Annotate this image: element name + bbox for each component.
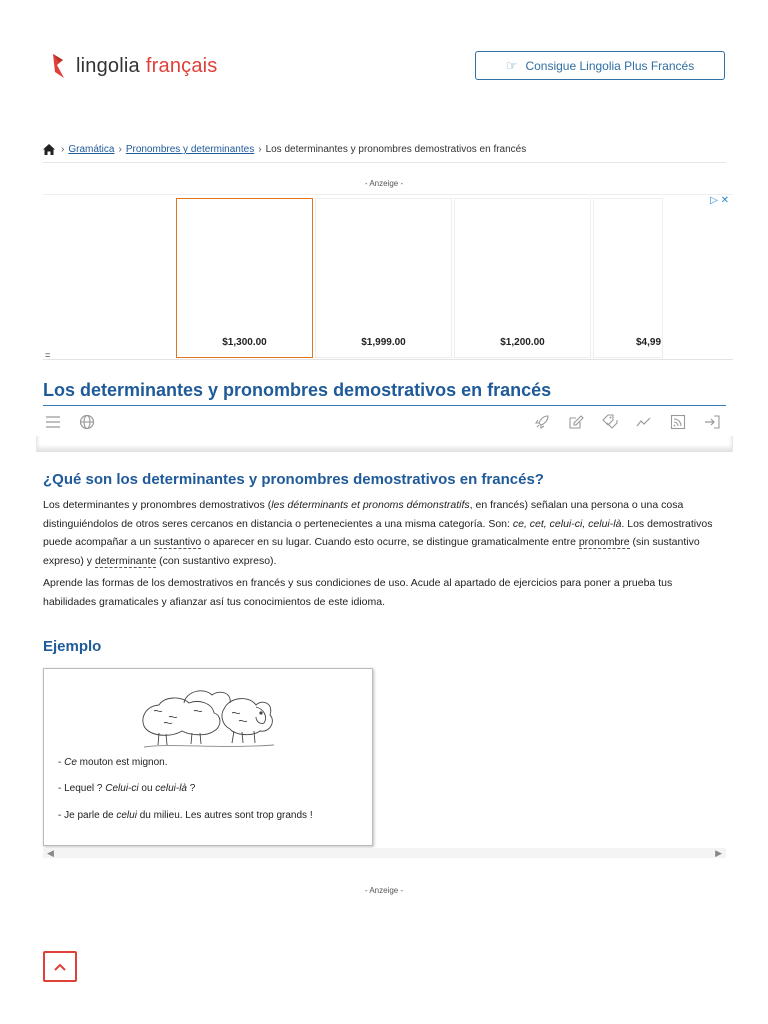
example-box — [43, 668, 373, 846]
text-run: o aparecer en su lugar. Cuando esto ocurre, se distingue gramaticalmente entre — [201, 536, 579, 548]
scroll-left-icon[interactable]: ◀ — [47, 848, 54, 858]
back-to-top-button[interactable] — [43, 951, 77, 982]
intro-term: Los determinantes y pronombres demostrativos — [43, 499, 265, 511]
globe-icon[interactable] — [79, 414, 95, 430]
ad-product[interactable] — [593, 198, 663, 358]
text-run: celui-là — [155, 783, 187, 794]
section-heading: ¿Qué son los determinantes y pronombres demostrativos en francés? — [43, 471, 544, 488]
page-toolbar — [43, 408, 726, 436]
lingolia-plus-button[interactable] — [475, 51, 725, 80]
text-run: (sin sustantivo expreso) y — [43, 536, 700, 567]
ad-price: $1,300.00 — [222, 337, 267, 348]
text-run: - Lequel ? — [58, 783, 106, 794]
text-run: Celui-ci — [105, 783, 139, 794]
ad-choices-icon[interactable]: ▷ ✕ — [710, 195, 729, 206]
text-run: ce, cet, celui-ci, celui-là — [512, 517, 622, 530]
text-run: ( — [264, 499, 272, 511]
breadcrumb-separator: › — [61, 144, 65, 155]
text-run: - Je parle de — [58, 810, 117, 821]
scroll-right-icon[interactable]: ▶ — [715, 848, 722, 858]
text-run: Ce — [64, 757, 77, 768]
glossary-link-sustantivo[interactable]: sustantivo — [153, 536, 202, 548]
hand-pointer-icon: ☞ — [505, 57, 518, 73]
logo-text: lingolia — [76, 54, 140, 77]
ad-price: $1,200.00 — [500, 337, 545, 348]
login-icon[interactable] — [704, 414, 720, 430]
example-line-1 — [58, 757, 168, 768]
ad-menu-icon[interactable]: = — [45, 350, 51, 360]
logo-language: français — [145, 54, 218, 77]
text-run: . Los demostrativos puede acompañar a un — [43, 517, 713, 548]
text-run: (con sustantivo expreso). — [156, 554, 277, 567]
chart-icon[interactable] — [636, 414, 652, 430]
breadcrumb-separator: › — [118, 144, 122, 155]
text-run: mouton est mignon. — [76, 757, 168, 768]
breadcrumb-link-pronombres[interactable]: Pronombres y determinantes — [125, 144, 255, 155]
rss-icon[interactable] — [670, 414, 686, 430]
lingolia-plus-label: Consigue Lingolia Plus Francés — [525, 58, 695, 73]
ad-label: - Anzeige - — [364, 179, 404, 188]
text-run: - — [58, 757, 65, 768]
menu-icon[interactable] — [45, 414, 61, 430]
sheep-illustration-icon — [134, 681, 284, 751]
text-run: , en francés) señalan una persona o una cosa distinguiéndolos de otros seres cercanos en distancia o pertenecientes a una misma categoría. Son: — [43, 499, 684, 530]
breadcrumb-current: Los determinantes y pronombres demostrativos en francés — [265, 144, 527, 155]
ad-product[interactable] — [315, 198, 452, 358]
home-icon[interactable] — [43, 144, 55, 155]
breadcrumb-link-gramatica[interactable]: Gramática — [68, 144, 115, 155]
ad-price: $4,99 — [636, 337, 662, 348]
ad-product[interactable] — [454, 198, 591, 358]
toolbar-shadow — [36, 436, 733, 452]
example-container — [43, 668, 726, 848]
ad-product[interactable] — [176, 198, 313, 358]
title-divider — [43, 405, 726, 406]
text-run: ou — [138, 783, 156, 794]
edit-icon[interactable] — [568, 414, 584, 430]
example-line-2 — [58, 783, 195, 794]
text-run: ? — [186, 783, 196, 794]
tags-icon[interactable] — [602, 414, 618, 430]
logo-mark-icon — [50, 52, 66, 80]
breadcrumb — [43, 143, 726, 163]
chevron-up-icon — [53, 962, 67, 972]
example-line-3 — [58, 810, 313, 821]
text-run: les déterminants et pronoms démonstratifs — [271, 499, 470, 511]
ad-price: $1,999.00 — [361, 337, 406, 348]
glossary-link-pronombre[interactable]: pronombre — [578, 536, 630, 548]
ad-label: - Anzeige - — [364, 886, 404, 895]
rocket-icon[interactable] — [534, 414, 550, 430]
text-run: du milieu. Les autres sont trop grands ! — [136, 810, 313, 821]
ad-banner[interactable] — [43, 194, 733, 360]
intro-paragraph — [43, 496, 726, 570]
text-run: celui — [116, 810, 137, 821]
example-scrollbar[interactable] — [43, 848, 726, 858]
breadcrumb-separator: › — [258, 144, 262, 155]
second-paragraph: Aprende las formas de los demostrativos en francés y sus condiciones de uso. Acude al apartado de ejercicios para poner a prueba tus habilidades gramaticales y afianzar así tus conocimientos de este idioma. — [43, 577, 673, 608]
example-heading: Ejemplo — [43, 638, 102, 655]
glossary-link-determinante[interactable]: determinante — [94, 554, 157, 567]
site-logo[interactable] — [50, 50, 218, 82]
page-title: Los determinantes y pronombres demostrativos en francés — [43, 380, 552, 400]
